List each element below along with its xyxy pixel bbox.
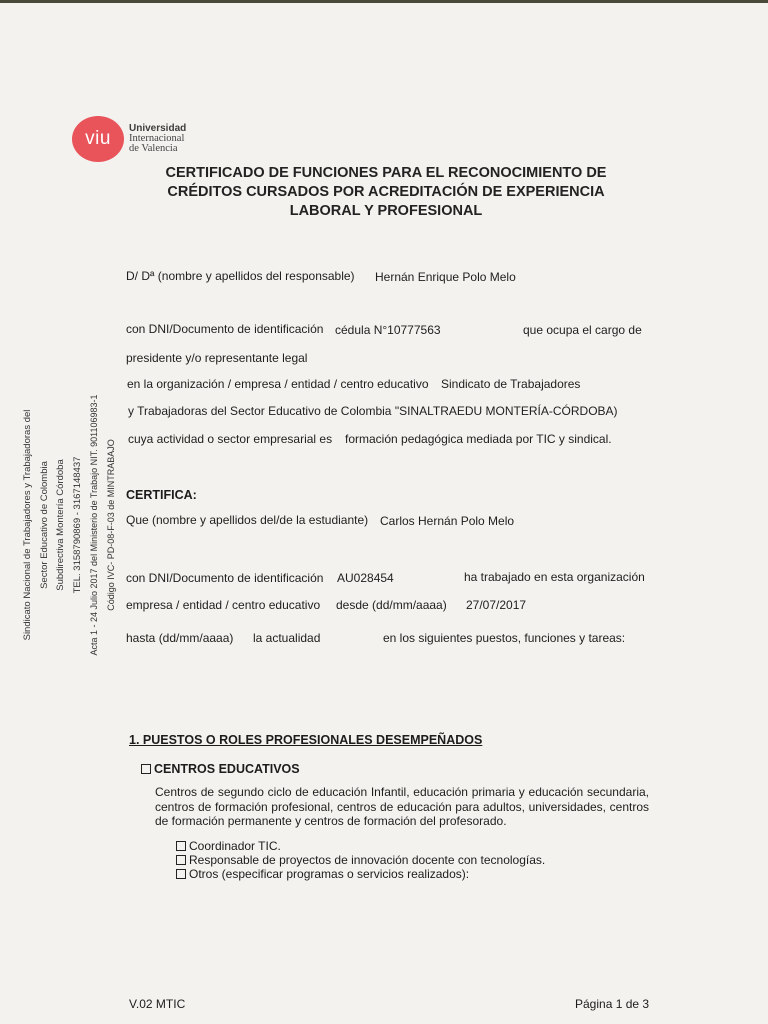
actividad-value: formación pedagógica mediada por TIC y sindical. [345,432,612,446]
logo-line-3: de Valencia [129,143,178,154]
scan-edge [0,0,768,3]
organizacion-value-1: Sindicato de Trabajadores [441,377,581,391]
stamp-line-5: Acta 1 - 24 Julio 2017 del Ministerio de Trabajo NIT. 901106983-1 [89,394,99,656]
dni-estudiante-label: con DNI/Documento de identificación [126,571,324,585]
section-1-heading: 1. PUESTOS O ROLES PROFESIONALES DESEMPEÑADOS [129,733,483,747]
dni-responsable-suffix: que ocupa el cargo de [523,323,642,337]
actividad-label: cuya actividad o sector empresarial es [128,432,333,446]
centros-label: CENTROS EDUCATIVOS [154,762,300,776]
cargo-value: presidente y/o representante legal [126,351,308,365]
union-stamp [20,380,140,670]
desde-label: empresa / entidad / centro educativo [126,598,321,612]
stamp-line-3: Subdirectiva Montería Córdoba [55,459,66,591]
checkbox-icon[interactable] [141,764,151,774]
hasta-label: hasta (dd/mm/aaaa) [126,631,234,645]
certifica-heading: CERTIFICA: [126,488,197,502]
responsable-value: Hernán Enrique Polo Melo [375,270,516,284]
stamp-line-4: TEL. 3158790869 - 3167148437 [71,456,83,594]
option-coordinador [176,839,545,853]
centros-description: Centros de segundo ciclo de educación Infantil, educación primaria y educación secundaria, centros de formación profesional, centros de educación para adultos, universidades, centros de formación permanente y centros de formación del profesorado. [155,785,649,828]
responsable-label: D/ Dª (nombre y apellidos del responsable) [126,269,355,283]
option-label: Otros (especificar programas o servicios realizados): [189,867,470,881]
logo-line-2: Internacional [129,133,185,144]
hasta-value: la actualidad [253,631,321,645]
checkbox-icon[interactable] [176,841,186,851]
organizacion-value-2: y Trabajadoras del Sector Educativo de Colombia "SINALTRAEDU MONTERÍA-CÓRDOBA) [128,404,618,418]
role-options [176,839,545,881]
logo-line-1: Universidad [129,123,187,134]
option-label: Coordinador TIC. [189,839,281,853]
dni-estudiante-value: AU028454 [337,571,394,585]
dni-responsable-value: cédula N°10777563 [335,323,441,337]
logo-mark: viu [85,128,111,149]
university-name [129,124,186,154]
estudiante-label: Que (nombre y apellidos del/de la estudiante) [126,513,369,527]
organizacion-label: en la organización / empresa / entidad / centro educativo [127,377,429,391]
title-line-3: LABORAL Y PROFESIONAL [289,203,483,219]
footer-page-number: Página 1 de 3 [575,997,650,1011]
centros-educativos-heading [141,762,300,776]
estudiante-value: Carlos Hernán Polo Melo [380,514,515,528]
hasta-suffix: en los siguientes puestos, funciones y tareas: [383,631,626,645]
footer-version: V.02 MTIC [129,997,186,1011]
option-label: Responsable de proyectos de innovación docente con tecnologías. [189,853,546,867]
stamp-line-6: Código IVC- PD-08-F-03 de MINTRABAJO [105,439,116,611]
option-otros [176,867,545,881]
dni-responsable-label: con DNI/Documento de identificación [126,322,324,336]
desde-label-2: desde (dd/mm/aaaa) [336,598,447,612]
desde-value: 27/07/2017 [466,598,527,612]
option-responsable [176,853,545,867]
title-line-2: CRÉDITOS CURSADOS POR ACREDITACIÓN DE EXPERIENCIA [167,184,605,200]
document-title [130,164,642,221]
title-line-1: CERTIFICADO DE FUNCIONES PARA EL RECONOCIMIENTO DE [165,165,607,181]
university-logo [72,116,124,162]
checkbox-icon[interactable] [176,869,186,879]
dni-estudiante-suffix: ha trabajado en esta organización [464,570,645,584]
stamp-line-2: Sector Educativo de Colombia [38,461,50,589]
checkbox-icon[interactable] [176,855,186,865]
stamp-line-1: Sindicato Nacional de Trabajadores y Trabajadoras del [22,409,33,641]
